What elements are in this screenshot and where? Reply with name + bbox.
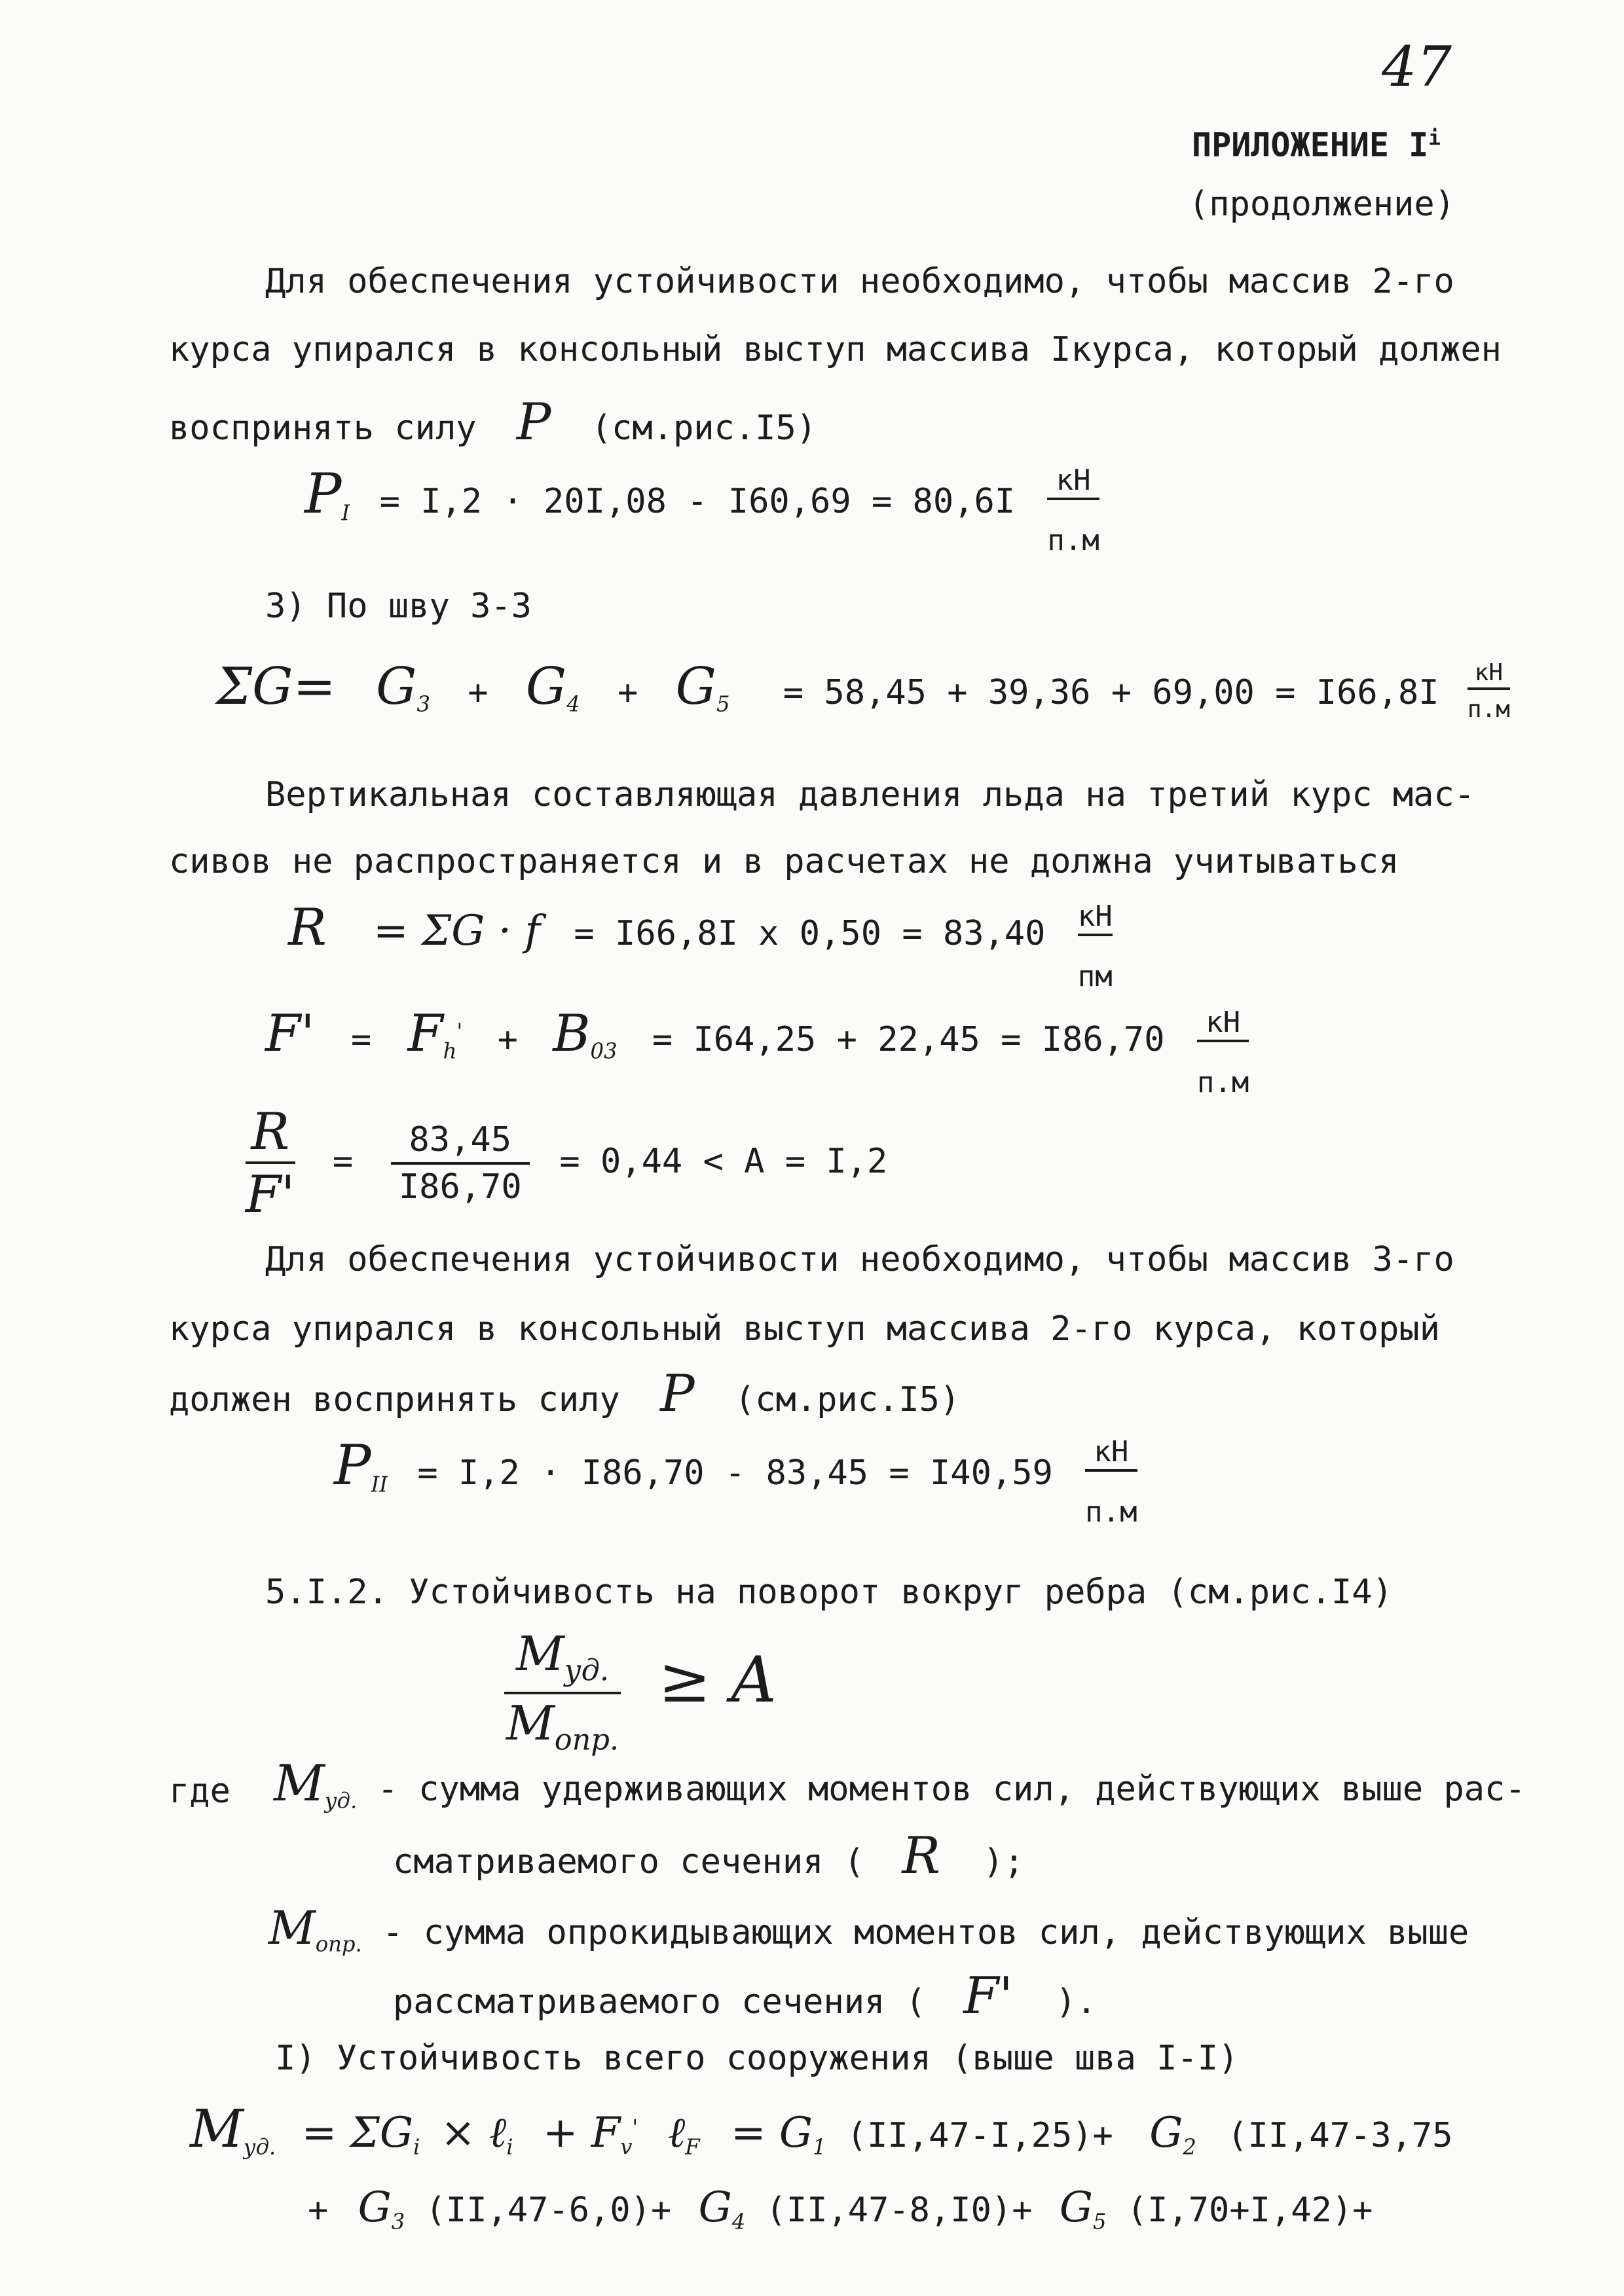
appendix-title [1192,128,1441,162]
p1-symbol: P [304,462,342,526]
p2-unit [1085,1435,1137,1529]
mud2-g3-sub: 3 [391,2209,405,2234]
appendix-mark: i [1428,126,1441,150]
def2-end: ). [1056,1982,1097,2022]
equation-m-ud [190,2098,1453,2160]
mud-g1-sub: 1 [813,2134,826,2160]
f-unit [1197,1008,1249,1097]
r-unit-bottom: пм [1077,960,1113,993]
definition-1 [274,1754,1526,1813]
f-plus: + [497,1020,518,1059]
ratio-symbols [246,1102,295,1224]
g4-symbol: G [525,657,567,716]
r-symbol: R [288,898,327,957]
p1-unit [1047,466,1099,555]
intro-line-1: Для обеспечения устойчивости необходимо, чтобы массив 2-го [265,262,1454,301]
second-para-line-3 [169,1364,961,1423]
mud2-g3: G [358,2183,392,2232]
mud2-g4: G [698,2183,732,2232]
intro-line-3 [169,393,817,452]
p2-unit-bottom: п.м [1085,1495,1137,1529]
g3-symbol: G [376,657,417,716]
second-para-line-2: курса упирался в консольный выступ массива 2-го курса, который [169,1309,1441,1349]
equation-ratio [246,1102,888,1224]
p2-unit-top: кН [1085,1438,1137,1472]
def2-line-1: - сумма опрокидывающих моментов сил, действующих выше [382,1913,1469,1952]
mud-l: × ℓ [440,2109,507,2157]
p1-unit-top: кН [1047,466,1099,500]
ratio-equals: = [332,1142,354,1181]
p2-symbol: P [334,1433,371,1497]
equation-r [288,898,1113,993]
mud-lf-sub: F [685,2134,700,2160]
intro-line-3-text: воспринять силу [169,409,477,448]
fh-symbol: F [407,1004,443,1063]
def2-line-2: рассматриваемого сечения ( [393,1982,926,2022]
moment-num [504,1626,621,1694]
mud-g2: G [1149,2109,1183,2157]
vertical-note-line-1: Вертикальная составляющая давления льда на третий курс мас- [265,775,1475,814]
p1-unit-bottom: п.м [1047,524,1099,557]
f-symbol: F' [265,1004,315,1063]
section-3-heading: 3) По шву 3-3 [265,587,532,626]
vertical-note-line-2: сивов не распространяется и в расчетах не должна учитываться [169,842,1399,881]
intro-line-2: курса упирался в консольный выступ массива Iкурса, который должен [169,330,1502,369]
def2-sub: опр. [315,1931,362,1957]
fh-sub: h [443,1038,457,1064]
p1-expression: = I,2 · 20I,08 - I60,69 = 80,6I [379,482,1016,521]
p2-subscript: II [371,1472,388,1497]
r-unit [1078,902,1113,991]
g3-sub: 3 [416,691,430,717]
def1-line-1: - сумма удерживающих моментов сил, действующих выше рас- [377,1770,1526,1809]
intro-figure-ref: (см.рис.I5) [591,409,817,448]
equation-m-ud-cont [308,2183,1373,2234]
mud-g2-sub: 2 [1183,2134,1196,2160]
f-equals: = [350,1020,372,1059]
mud-sum-g-sub: i [413,2134,420,2160]
mud-lhs-sub: уд. [243,2134,276,2160]
mud-fv-sub: v [620,2134,633,2160]
g5-symbol: G [675,657,716,716]
f-unit-top: кН [1197,1008,1249,1042]
def2-symbol-f: F' [963,1967,1013,2026]
mud2-val-4: (II,47-8,I0)+ [766,2191,1033,2230]
mud-val-1: (II,47-I,25)+ [846,2116,1113,2155]
r-formula: = ΣG · f [373,907,541,955]
m-opr-sub: опр. [554,1722,619,1757]
equation-p2 [334,1433,1137,1529]
mud-g1: = G [730,2109,813,2157]
m-opr-symbol: M [506,1696,555,1751]
sum-g-unit-bottom: п.м [1467,696,1510,723]
m-ud-sub: уд. [564,1653,610,1688]
def2-symbol: M [268,1901,316,1955]
r-unit-top: кН [1078,902,1113,936]
ratio-den-symbol: F' [246,1165,295,1224]
def1-symbol: M [274,1754,325,1812]
ratio-result: = 0,44 < A = I,2 [559,1142,888,1181]
equation-sum-g [216,657,1510,723]
mud2-g4-sub: 4 [731,2209,746,2234]
page-number: 47 [1382,35,1452,99]
g5-sub: 5 [716,691,730,717]
moment-den [504,1694,621,1755]
b03-sub: 03 [590,1038,618,1064]
second-para-line-3-text: должен воспринять силу [169,1380,620,1419]
def1-symbol-r: R [902,1827,941,1886]
m-ud-symbol: M [516,1626,564,1681]
second-para-line-1: Для обеспечения устойчивости необходимо, чтобы массив 3-го [265,1240,1454,1279]
plus-1: + [468,673,489,712]
definition-2-cont [393,1967,1097,2026]
mud-lf: ℓ [667,2109,686,2157]
mud-sum-g: = ΣG [301,2109,413,2157]
section-512-heading: 5.I.2. Устойчивость на поворот вокруг ребра (см.рис.I4) [265,1573,1393,1612]
f-expression: = I64,25 + 22,45 = I86,70 [652,1020,1165,1059]
mud2-val-5: (I,70+I,42)+ [1126,2191,1373,2230]
ratio-num-symbol: R [246,1106,295,1164]
equation-f [265,1004,1249,1099]
sum-g-unit [1467,661,1510,721]
appendix-title-text: ПРИЛОЖЕНИЕ I [1192,126,1429,164]
continued-label: (продолжение) [1189,185,1455,224]
force-symbol-p: P [516,393,551,452]
def1-end: ); [983,1842,1025,1882]
mud-fv-sup: ' [632,2115,638,2140]
mud-l-sub: i [506,2134,513,2160]
def1-line-2: сматриваемого сечения ( [393,1842,865,1882]
f-unit-bottom: п.м [1196,1066,1249,1099]
ratio-den-value: I86,70 [398,1167,522,1207]
moment-fraction [504,1626,621,1757]
plus-2: + [618,673,638,712]
mud-lhs: M [190,2098,244,2159]
mud-fv: + F [542,2109,621,2157]
moment-relation: ≥ A [658,1643,777,1717]
g4-sub: 4 [566,691,580,717]
definition-2 [268,1901,1469,1957]
second-para-figure-ref: (см.рис.I5) [734,1380,961,1419]
p2-expression: = I,2 · I86,70 - 83,45 = I40,59 [417,1453,1053,1493]
ratio-values [391,1120,530,1207]
p1-subscript: I [341,500,350,526]
b03-symbol: B [553,1004,591,1063]
mud2-g5-sub: 5 [1092,2209,1107,2234]
def1-sub: уд. [324,1788,358,1813]
mud2-val-3: (II,47-6,0)+ [425,2191,672,2230]
sum-g-lhs: ΣG= [216,657,336,716]
fh-sup: ' [456,1019,463,1044]
equation-moment-ratio [504,1626,777,1757]
force-symbol-p-2: P [660,1364,695,1423]
stability-heading: I) Устойчивость всего сооружения (выше шва I-I) [275,2039,1239,2078]
r-expression: = I66,8I x 0,50 = 83,40 [574,914,1046,953]
mud2-plus: + [308,2191,329,2230]
ratio-num-value: 83,45 [391,1123,530,1165]
sum-g-numbers: = 58,45 + 39,36 + 69,00 = I66,8I [783,673,1439,712]
equation-p1 [304,462,1099,557]
sum-g-unit-top: кН [1467,661,1510,690]
where-label: где [169,1772,231,1811]
definition-1-cont [393,1827,1025,1886]
mud-val-2: (II,47-3,75 [1227,2116,1453,2155]
mud2-g5: G [1059,2183,1093,2232]
